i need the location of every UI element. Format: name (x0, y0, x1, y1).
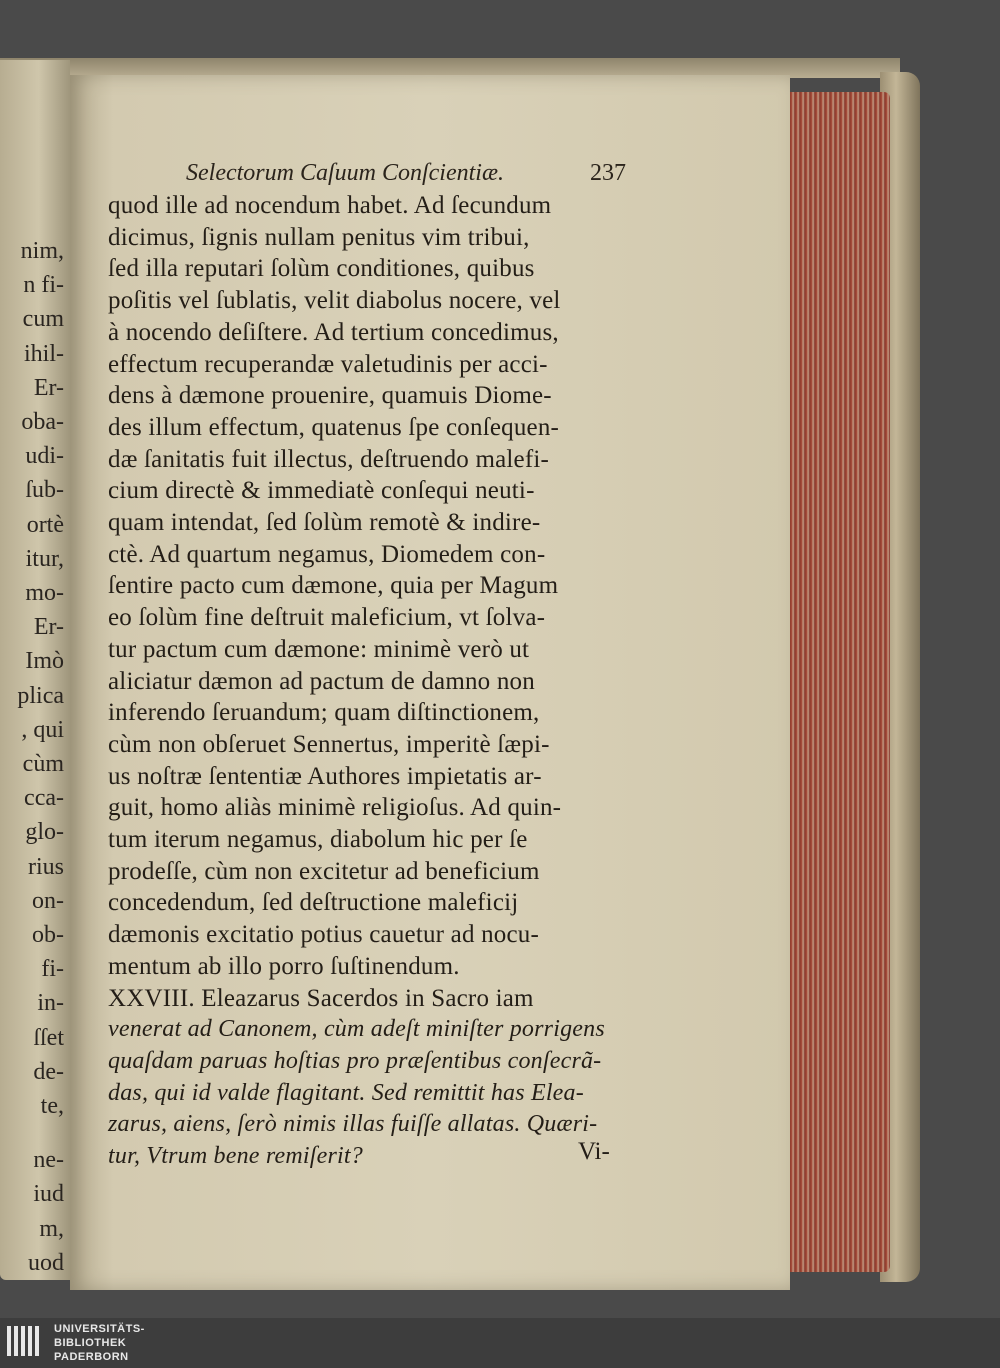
catchword: Vi- (578, 1138, 610, 1165)
left-page-fragment: Imò (25, 648, 64, 675)
left-page-fragment: Er- (33, 374, 64, 401)
left-page-fragment: fi- (41, 956, 64, 983)
text-line: eo ſolùm fine deſtruit maleficium, vt ſolva- (108, 604, 546, 632)
library-footer (0, 1318, 1000, 1368)
text-line: XXVIII. Eleazarus Sacerdos in Sacro iam (108, 984, 534, 1012)
left-page-fragment: ihil- (24, 340, 64, 367)
text-line: tur, Vtrum bene remiſerit? (108, 1143, 363, 1169)
text-line: venerat ad Canonem, cùm adeſt miniſter porrigens (108, 1016, 605, 1043)
text-line: das, qui id valde flagitant. Sed remittit has Elea- (108, 1079, 584, 1106)
library-logo-icon (4, 1322, 46, 1364)
left-page-fragment: m, (39, 1215, 64, 1242)
text-line: inferendo ſeruandum; quam diſtinctionem, (108, 699, 540, 727)
left-page-fragment: ob- (32, 922, 64, 948)
left-page-fragment: ſub- (25, 477, 64, 504)
text-line: concedendum, ſed deſtructione maleficij (108, 889, 519, 917)
text-line: ſed illa reputari ſolùm conditiones, quibus (108, 255, 535, 283)
text-line: quod ille ad nocendum habet. Ad ſecundum (108, 192, 552, 219)
page-number: 237 (590, 160, 626, 186)
text-line: dicimus, ſignis nullam penitus vim tribui, (108, 223, 530, 251)
left-page-fragment: rius (28, 853, 64, 880)
text-line: cùm non obſeruet Sennertus, imperitè ſæpi- (108, 730, 550, 758)
text-line: dæ ſanitatis fuit illectus, deſtruendo malefi- (108, 445, 550, 473)
library-name (54, 1322, 145, 1364)
text-line: dens à dæmone prouenire, quamuis Diome- (108, 382, 552, 410)
left-page-fragment: te, (40, 1093, 64, 1119)
left-page-fragment: glo- (25, 819, 64, 846)
left-page-fragment: cca- (24, 785, 64, 812)
text-line: zarus, aiens, ſerò nimis illas fuiſſe allatas. Quæri- (108, 1111, 598, 1138)
text-line: aliciatur dæmon ad pactum de damno non (108, 667, 535, 695)
text-line: us noſtræ ſententiæ Authores impietatis ar- (108, 762, 542, 790)
running-head (186, 160, 626, 194)
left-page-fragment: nim, (20, 238, 64, 264)
left-page-fragment: itur, (25, 545, 64, 572)
library-name-line-3: PADERBORN (54, 1351, 129, 1363)
text-line: tur pactum cum dæmone: minimè verò ut (108, 635, 530, 663)
library-name-line-2: BIBLIOTHEK (54, 1337, 127, 1349)
left-page-fragment: ortè (26, 511, 64, 538)
text-line: ſentire pacto cum dæmone, quia per Magum (108, 572, 559, 600)
text-line: ctè. Ad quartum negamus, Diomedem con- (108, 540, 546, 568)
left-page-fragment: ſſet (33, 1024, 64, 1051)
left-page-fragment: oba- (21, 409, 64, 435)
left-page-fragment: mo- (25, 580, 64, 606)
left-page-fragment: ne- (33, 1147, 64, 1174)
text-line: guit, homo aliàs minimè religioſus. Ad quin- (108, 794, 562, 822)
text-line: cium directè & immediatè conſequi neuti- (108, 477, 535, 505)
text-line: prodeſſe, cùm non excitetur ad beneficium (108, 857, 540, 885)
left-page-fragment: iud (33, 1181, 64, 1208)
text-line: des illum effectum, quatenus ſpe conſequen- (108, 413, 560, 441)
text-line: à nocendo deſiſtere. Ad tertium concedimus, (108, 318, 559, 346)
text-line: dæmonis excitatio potius cauetur ad nocu- (108, 921, 540, 949)
library-name-line-1: UNIVERSITÄTS- (54, 1323, 145, 1335)
page-edges (790, 92, 890, 1272)
text-line: mentum ab illo porro ſuſtinendum. (108, 952, 460, 980)
text-line: effectum recuperandæ valetudinis per acci- (108, 350, 548, 378)
left-page-fragment: on- (32, 887, 64, 914)
left-page-fragment: cum (22, 306, 64, 333)
text-line: tum iterum negamus, diabolum hic per ſe (108, 826, 528, 853)
left-page-fragment: , qui (21, 716, 64, 743)
left-page (0, 60, 70, 1280)
left-page-fragment: udi- (25, 443, 64, 470)
left-page-fragment: uod (28, 1249, 64, 1276)
left-page-fragment: de- (33, 1058, 64, 1085)
text-line: quam intendat, ſed ſolùm remotè & indire- (108, 509, 541, 536)
text-line: poſitis vel ſublatis, velit diabolus nocere, vel (108, 287, 561, 315)
text-line: quaſdam paruas hoſtias pro præſentibus conſecrã- (108, 1047, 602, 1074)
running-title: Selectorum Caſuum Conſcientiæ. (186, 160, 504, 186)
left-page-fragment: in- (37, 990, 64, 1017)
left-page-fragment: plica (17, 682, 64, 709)
left-page-fragment: cùm (22, 751, 64, 777)
left-page-fragment: Er- (33, 614, 64, 641)
left-page-fragment: n fi- (23, 272, 64, 299)
